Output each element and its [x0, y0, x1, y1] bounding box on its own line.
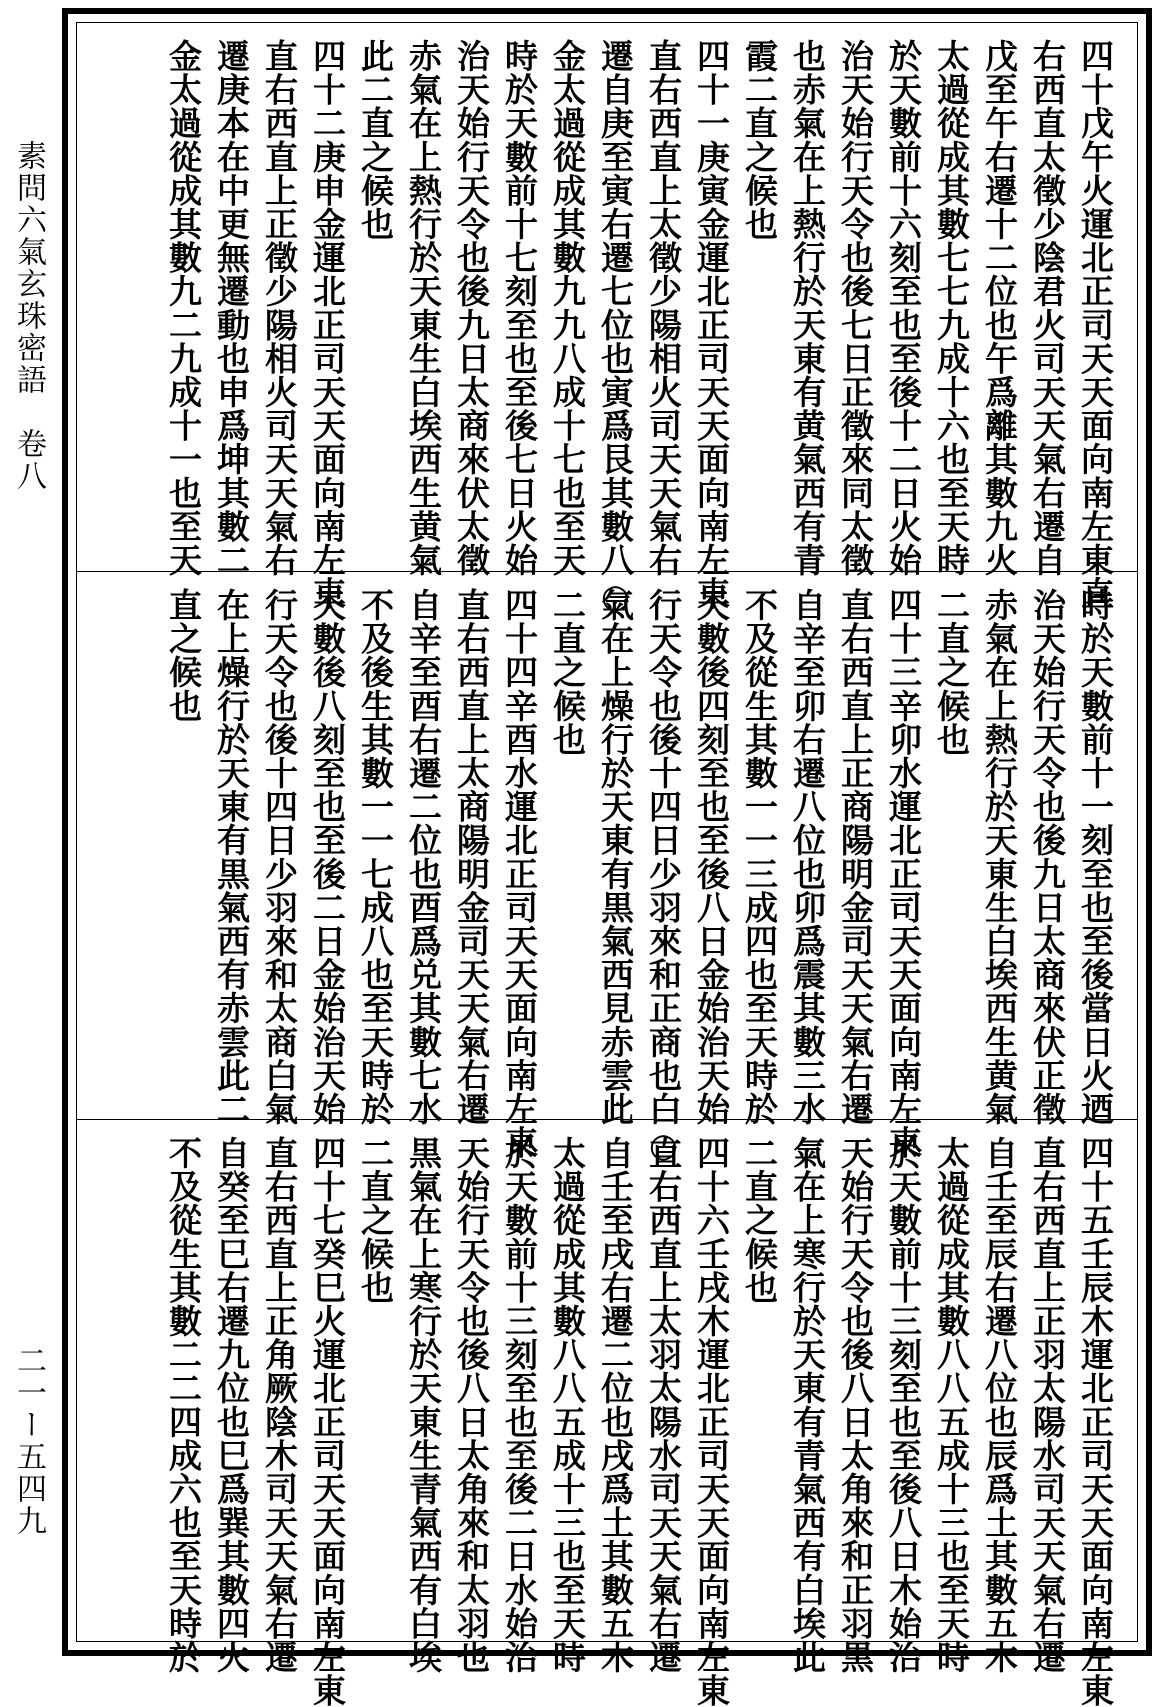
text-column: 直右西直上正羽太陽水司天天氣右遷 [1028, 1136, 1067, 1674]
text-column: 此二直之候也 [356, 39, 395, 241]
text-column: 於天數前十三刻至也至後八日木始治 [884, 1136, 923, 1674]
text-column: 治天始行天令也後九日太商來伏太徵 [452, 39, 491, 577]
text-column: 太過從成其數七七九成十六也至天時 [932, 39, 971, 577]
text-column: 不及從生其數一一三成四也至天時於 [740, 588, 779, 1126]
text-column: 時於天數前十一刻至也至後當日火迺 [1076, 588, 1115, 1126]
page-frame [62, 8, 1152, 1707]
text-column: 二直之候也 [548, 588, 587, 756]
side-page-number: 二一ー五四九 [11, 1345, 46, 1537]
text-panel-2 [77, 571, 1137, 1166]
text-column: 不及從生其數二二四成六也至天時於 [164, 1136, 203, 1674]
text-column: 四十三辛卯水運北正司天天面向南左東 [884, 588, 923, 1160]
text-column: 二直之候也 [356, 1136, 395, 1304]
text-column: 於天數前十六刻至也至後十二日火始 [884, 39, 923, 577]
text-column: 赤氣在上熱行於天東生白埃西生黄氣 [404, 39, 443, 577]
text-column: 直右西直上正商陽明金司天天氣右遷 [836, 588, 875, 1126]
text-column: 自癸至巳右遷九位也巳爲巽其數四火 [212, 1136, 251, 1674]
text-column: 直右西直上正徵少陽相火司天天氣右 [260, 39, 299, 577]
text-column: 天始行天令也後八日太角來和正羽黒 [836, 1136, 875, 1674]
text-column: 太過從成其數八八五成十三也至天時 [932, 1136, 971, 1674]
text-column: 天數後八刻至也至後二日金始治天始 [308, 588, 347, 1126]
column-group-2 [159, 588, 1119, 1166]
frame-inner-border [76, 22, 1138, 1707]
text-column: 金太過從成其數九九八成十七也至天 [548, 39, 587, 577]
text-column: 在上燥行於天東有黒氣西有赤雲此二 [212, 588, 251, 1126]
column-group-1 [159, 39, 1119, 617]
text-column: 赤氣在上熱行於天東生白埃西生黄氣 [980, 588, 1019, 1126]
text-column: 氣在上寒行於天東有青氣西有白埃此 [788, 1136, 827, 1674]
text-panel-3 [77, 1119, 1137, 1707]
text-panel-1 [77, 23, 1137, 617]
text-column: 霞二直之候也 [740, 39, 779, 241]
text-column: 也赤氣在上熱行於天東有黄氣西有青 [788, 39, 827, 577]
text-column: 遷庚本在中更無遷動也申爲坤其數二 [212, 39, 251, 577]
text-column: 不及後生其數一一七成八也至天時於 [356, 588, 395, 1126]
text-column: 自辛至酉右遷二位也酉爲兑其數七水 [404, 588, 443, 1126]
text-column: 四十一庚寅金運北正司天天面向南左東 [692, 39, 731, 611]
text-column: 直之候也 [164, 588, 203, 723]
text-column: 治天始行天令也後七日正徵來同太徵 [836, 39, 875, 577]
text-column: 戊至午右遷十二位也午爲離其數九火 [980, 39, 1019, 577]
text-column: 太過從成其數八八五成十三也至天時 [548, 1136, 587, 1674]
text-column: 黒氣在上寒行於天東生青氣西有白埃 [404, 1136, 443, 1674]
text-column: 行天令也後十四日少羽來和太商白氣 [260, 588, 299, 1126]
text-column: 金太過從成其數九二九成十一也至天 [164, 39, 203, 577]
text-column: 自壬至戌右遷二位也戌爲土其數五木 [596, 1136, 635, 1674]
text-column: 直右西直上太徵少陽相火司天天氣右 [644, 39, 683, 577]
text-column: 四十五壬辰木運北正司天天面向南左東 [1076, 1136, 1115, 1707]
text-column: 四十七癸巳火運北正司天天面向南左東 [308, 1136, 347, 1707]
text-column: 行天令也後十四日少羽來和正商也白○ [644, 588, 683, 1166]
side-title: 素問六氣玄珠密語 卷八 [11, 140, 46, 492]
text-column: 直右西直上太商陽明金司天天氣右遷 [452, 588, 491, 1126]
text-column: 右西直太徵少陰君火司天天氣右遷自 [1028, 39, 1067, 577]
text-column: 治天始行天令也後九日太商來伏正徵 [1028, 588, 1067, 1126]
text-column: 四十四辛酉水運北正司天天面向南左東 [500, 588, 539, 1160]
text-column: 二直之候也 [740, 1136, 779, 1304]
text-column: 直右西直上正角厥陰木司天天氣右遷 [260, 1136, 299, 1674]
text-column: 遷自庚至寅右遷七位也寅爲艮其數八○ [596, 39, 635, 617]
text-column: 四十二庚申金運北正司天天面向南左東 [308, 39, 347, 611]
text-column: 四十六壬戌木運北正司天天面向南左東 [692, 1136, 731, 1707]
text-column: 二直之候也 [932, 588, 971, 756]
text-column: 四十戊午火運北正司天天面向南左東直 [1076, 39, 1115, 611]
column-group-3 [159, 1136, 1119, 1707]
text-column: 天數後四刻至也至後八日金始治天始 [692, 588, 731, 1126]
text-column: 自壬至辰右遷八位也辰爲土其數五木 [980, 1136, 1019, 1674]
text-column: 氣在上燥行於天東有黒氣西見赤雲此 [596, 588, 635, 1126]
text-column: 天始行天令也後八日太角來和太羽也 [452, 1136, 491, 1674]
text-column: 自辛至卯右遷八位也卯爲震其數三水 [788, 588, 827, 1126]
text-column: 直右西直上太羽太陽水司天天氣右遷 [644, 1136, 683, 1674]
text-column: 於天數前十三刻至也至後二日水始治 [500, 1136, 539, 1674]
text-column: 時於天數前十七刻至也至後七日火始 [500, 39, 539, 577]
